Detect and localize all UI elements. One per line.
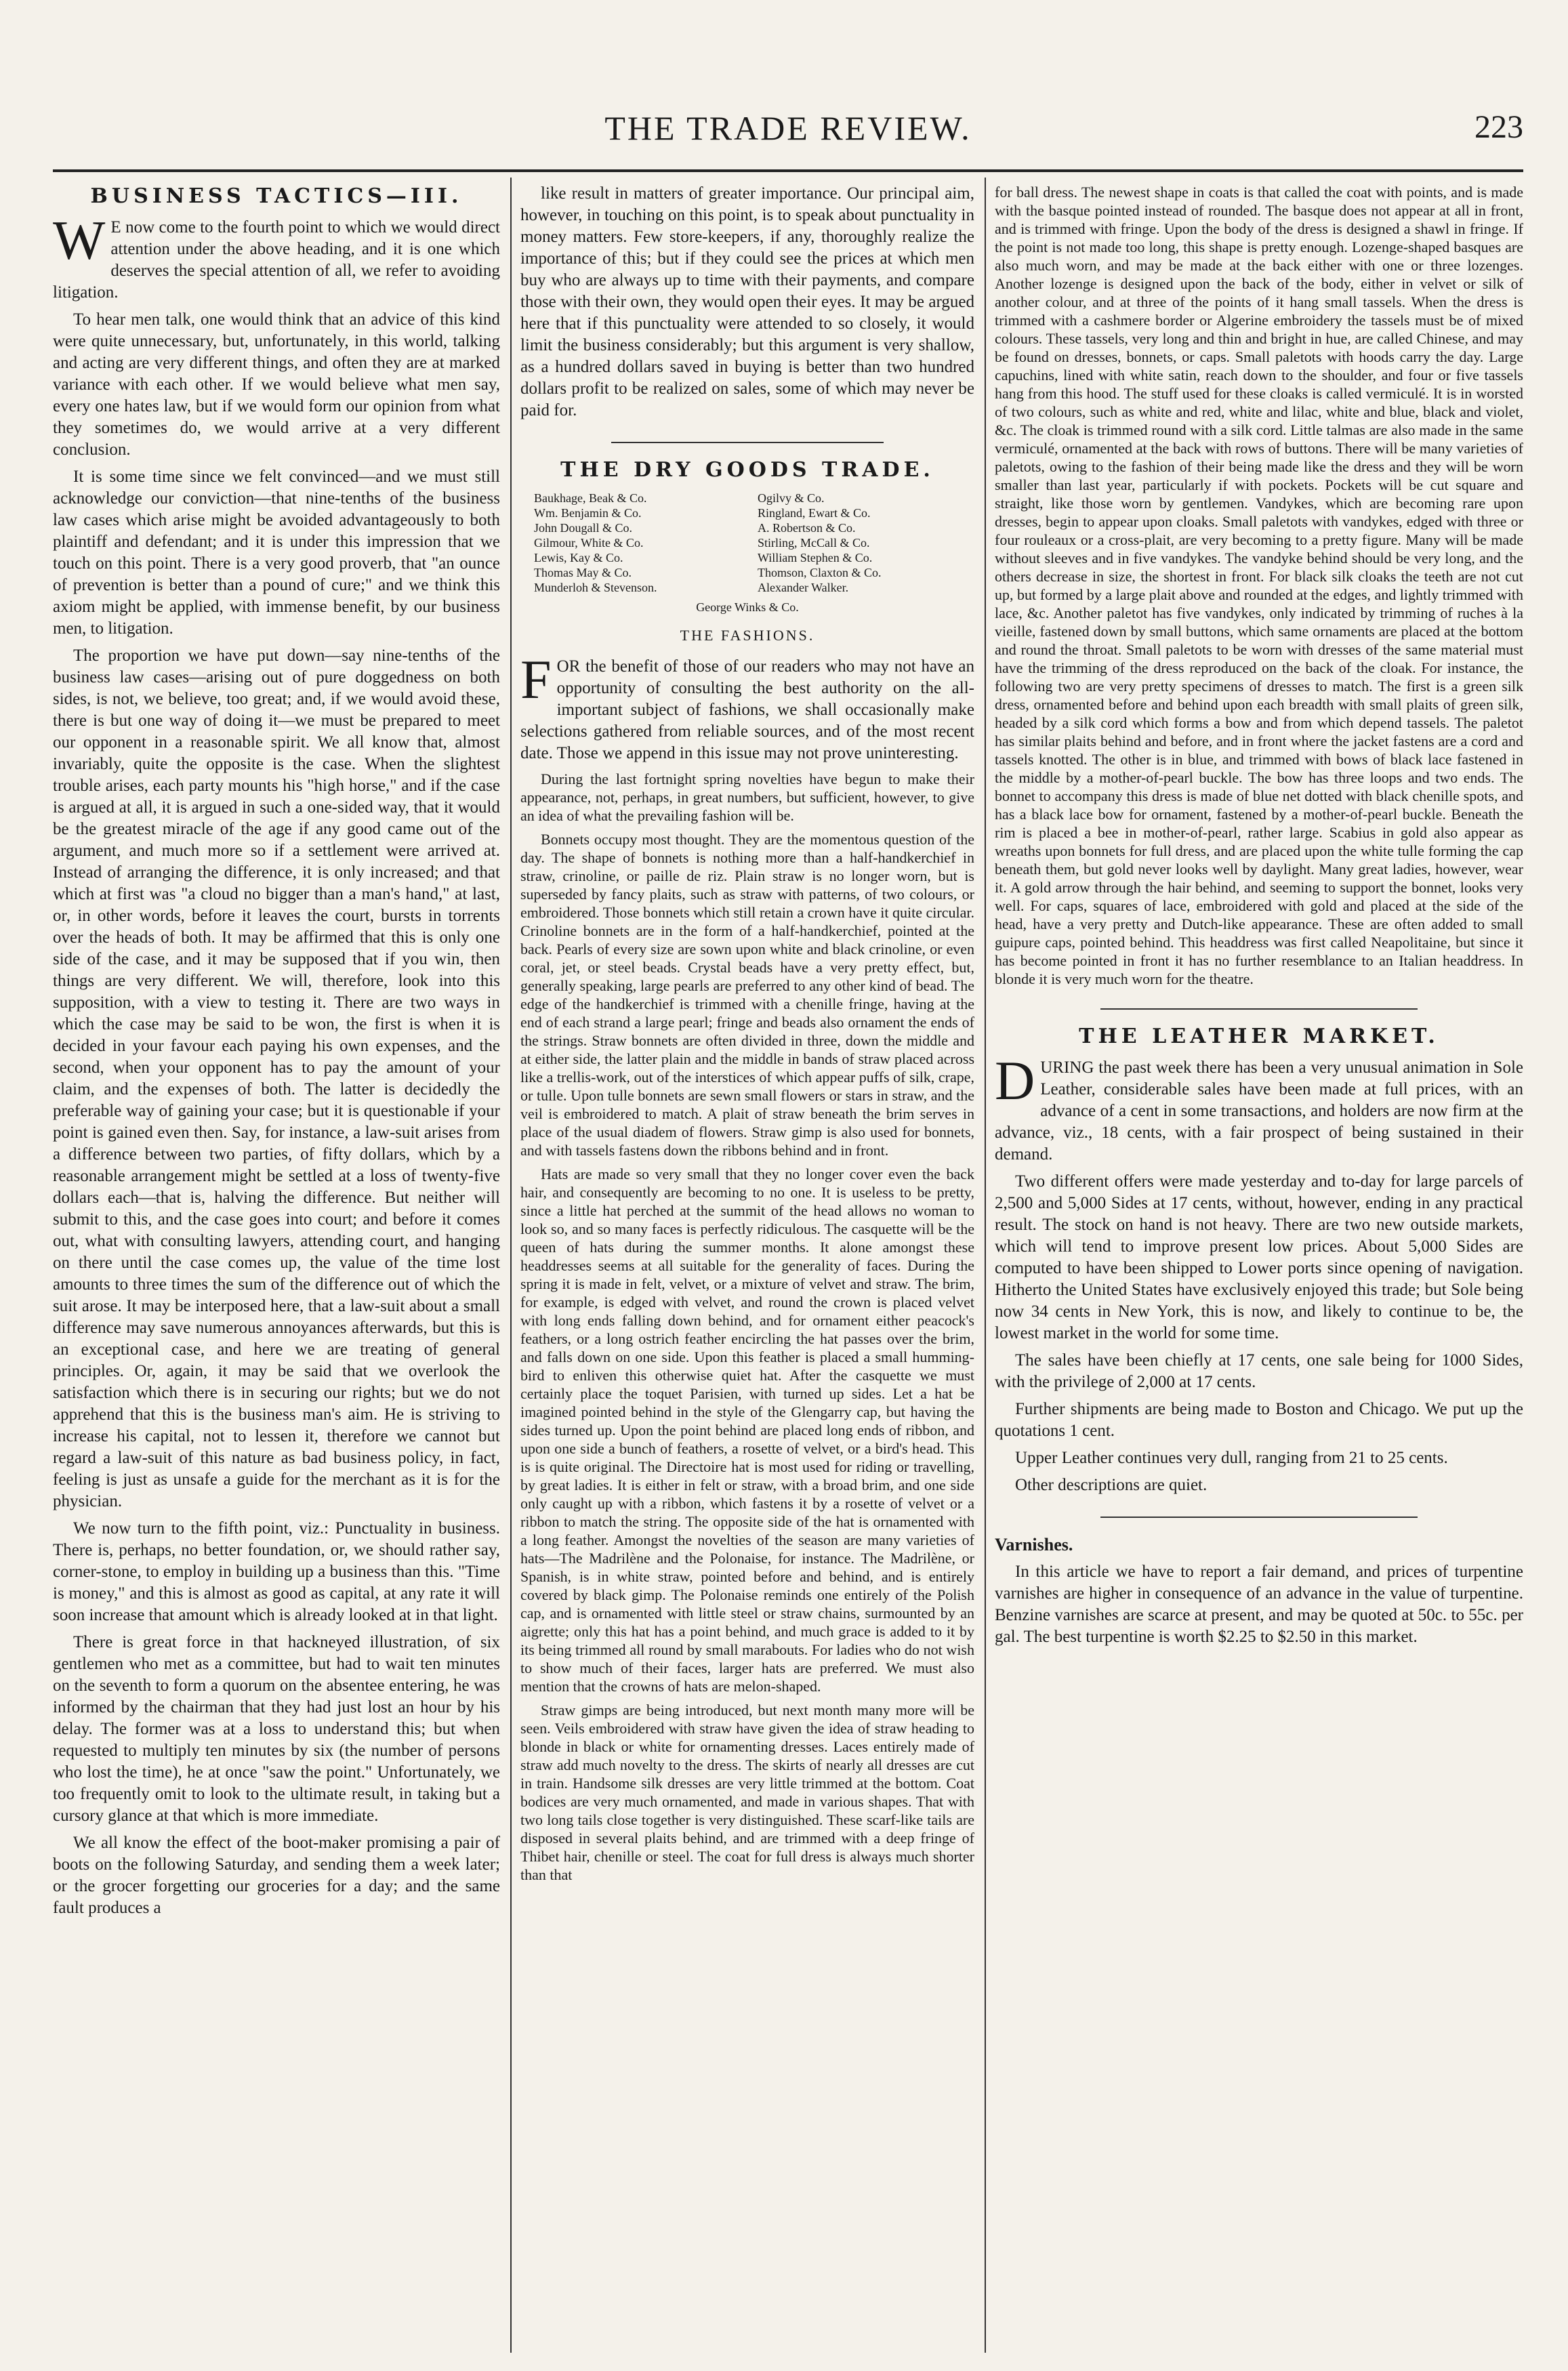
fashions-para-3: Bonnets occupy most thought. They are the momentous question of the day. The shape of bonnets is nothing more than a half-handkerchief in straw, crinoline, or paille de riz. Plain straw is no longer worn, but is superseded by fancy plaits, such as straw with patterns, of two colours, or embroidered. Those bonnets which still retain a crown have it quite circular. Crinoline bonnets are in the form of a half-handkerchief, pointed at the back. Pearls of every size are sown upon white and black crinoline, or even coral, jet, or steel beads. Crystal beads have a very pretty effect, but, generally speaking, large pearls are preferred to any other kind of bead. The edge of the handkerchief is trimmed with a chenille fringe, having at the end of each strand a large pearl; fringe and beads also ornament the ends of the strings. Straw bonnets are often divided in three, down the middle and at either side, the latter plain and the middle in bands of straw placed across like a trellis-work, out of the interstices of which appear puffs of silk, crape, or tulle. Upon tulle bonnets are sewn small flowers or stars in straw, and the veil is embroidered to match. A plait of straw beneath the brim serves in place of the usual diadem of flowers. Straw gimp is also used for bonnets, and with tassels fastens down the ribbons behind and in front.: [520, 831, 974, 1159]
firm-name: John Dougall & Co.: [534, 521, 633, 535]
firm-name: Wm. Benjamin & Co.: [534, 506, 642, 520]
business-tactics-para-3: It is some time since we felt convinced—and we must still acknowledge our conviction—that nine-tenths of the business law cases which arise might be avoided advantageously to both plaintiff and defendant; and it is under this impression that we touch on this point. There is a very good proverb, that "an ounce of prevention is better than a pound of cure;" and we think this axiom might be applied, with immense benefit, by our business men, to litigation.: [53, 468, 500, 638]
varnishes-heading: Varnishes.: [995, 1535, 1073, 1554]
firm-name: Thomson, Claxton & Co.: [758, 566, 882, 579]
page-header: [53, 102, 1523, 163]
firm-list: [534, 491, 961, 595]
section-divider: [1100, 1517, 1418, 1518]
firm-name: A. Robertson & Co.: [758, 521, 856, 535]
drop-cap: D: [995, 1050, 1035, 1111]
leather-para-2: Two different offers were made yesterday and to-day for large parcels of 2,500 and 5,000 Sides at 17 cents, without, however, ending in any practical result. The stock on hand is not heavy. There are two new outside markets, which will tend to improve present low prices. About 5,000 Sides are computed to have been shipped to Lower ports since opening of navigation. Hitherto the United States have exclusively enjoyed this trade; but Sole being now 34 cents in New York, this is now, and likely to continue to be, the lowest market in the world for some time.: [995, 1172, 1523, 1342]
drop-cap: W: [53, 209, 106, 271]
column-1: [53, 183, 500, 2351]
business-tactics-para-2: To hear men talk, one would think that an advice of this kind were quite unnecessary, but, unfortunately, in this world, talking and acting are very different things, and often they are at marked variance with each other. If we would believe what men say, every one hates law, but if we would form our opinion from what they sometimes do, we would arrive at a very different conclusion.: [53, 310, 500, 459]
fashions-subheading: THE FASHIONS.: [680, 627, 815, 644]
business-tactics-para-6: There is great force in that hackneyed illustration, of six gentlemen who met as a committee, but had to wait ten minutes on the seventh to form a quorum on the absentee entering, he was informed by the chairman that they had just lost an hour by his delay. The former was at a loss to understand this; but when requested to multiply ten minutes by six (the number of persons who lost the time), he at once "saw the point." Unfortunately, we too frequently omit to look to the ultimate result, in taking but a cursory glance at that which is more immediate.: [53, 1633, 500, 1825]
business-tactics-para-7: We all know the effect of the boot-maker promising a pair of boots on the following Saturday, and sending them a week later; or the grocer forgetting our groceries for a day; and the same fault produces a: [53, 1834, 500, 1917]
column-2: [520, 183, 974, 2351]
firm-name: Stirling, McCall & Co.: [758, 536, 870, 550]
leather-para-6: Other descriptions are quiet.: [1015, 1476, 1208, 1494]
fashions-para-1: [520, 648, 974, 764]
para-text: OR the benefit of those of our readers who may not have an opportunity of consulting the best authority on the all-important subject of fashions, we shall occasionally make selections gathered from reliable sources, and of the most recent date. Those we append in this issue may not prove uninteresting.: [520, 657, 974, 762]
column-rule-1: [510, 178, 512, 2353]
leather-para-1: [995, 1050, 1523, 1166]
business-tactics-para-5: We now turn to the fifth point, viz.: Punctuality in business. There is, perhaps, no better foundation, or, we should rather say, corner-stone, to employ in building up a business than this. "Time is money," and this is almost as good as capital, at any rate it will soon increase that amount which is already looked at in that light.: [53, 1519, 500, 1624]
fashions-continued: for ball dress. The newest shape in coats is that called the coat with points, and is made with the basque pointed instead of rounded. The basque does not appear at all in front, and is trimmed with fringe. Upon the body of the dress is designed a shawl in fringe. If the point is not made too long, this shape is pretty enough. Lozenge-shaped basques are also much worn, and may be made at the back either with one or three lozenges. Another lozenge is designed upon the back of the body, either in velvet or silk of another colour, and at three of the points of it hang small tassels. When the dress is trimmed with a cashmere border or Algerine embroidery the tassels must be of mixed colours. These tassels, very long and thin and bright in hue, are called Chinese, and may be found on dresses, bonnets, or caps. Small paletots with hoods carry the day. Large capuchins, lined with white satin, reach down to the shoulder, and four or five tassels hang from this hood. The stuff used for these cloaks is called vermiculé. It is in worsted of two colours, such as white and red, white and lilac, white and blue, black and violet, &c. The cloak is trimmed round with a silk cord. Little talmas are also made in the same vermiculé, ornamented at the back with rows of buttons. There will be many varieties of paletots, owing to the fashion of their being made like the dress and they will be worn smaller than last year, particularly if with pockets. Pockets will be cut square and straight, like those worn by gentlemen. Vandykes, which are becoming rare upon dresses, begin to appear upon cloaks. Small paletots with vandykes, edged with three or four rouleaux or a cross-plait, are very becoming to a pretty figure. Many will be made without sleeves and in five vandykes. The vandyke behind should be very long, and the others decrease in size, the shortest in front. For black silk cloaks the teeth are not cut up, but formed by a large plait above and rounded at the edges, and lightly trimmed with lace, &c. Another paletot has five vandykes, only indicated by trimming of ruches à la vieille, fastened down by small buttons, which same ornaments are placed at the bottom and round the throat. Small paletots to be worn with dresses of the same material must have the trimming of the dress reproduced on the back of the cloak. For instance, the following two are very pretty specimens of dresses to match. The first is a green silk dress, ornamented before and behind upon each breadth with small plaits of green silk, headed by a silk cord which forms a bow and from which depend tassels. The paletot has similar plaits behind and before, and in front where the jacket fastens are a cord and tassels knotted. The other is in blue, and trimmed with bows of black lace fastened in the middle by a mother-of-pearl buckle. The bow has three loops and two ends. The bonnet to accompany this dress is made of blue net dotted with black chenille spots, and has a black lace bow for ornament, fastened by a mother-of-pearl buckle. Beneath the rim is placed a bee in mother-of-pearl, rather large. Scabius in gold also appear as wreaths upon bonnets for full dress, and are placed upon the white tulle forming the cap beneath them, but gold never looks well by daylight. Many great ladies, however, wear it. A gold arrow through the hair behind, and seeming to support the bonnet, looks very well. For caps, squares of lace, embroidered with gold and placed at the side of the head, have a very pretty and Dutch-like appearance. These are often added to small guipure caps, pointed behind. This headdress was first called Neapolitaine, but since it has become pointed in front it has no further resemblance to an Italian headdress. In blonde it is very much worn for the theatre.: [995, 184, 1523, 987]
leather-para-5: Upper Leather continues very dull, ranging from 21 to 25 cents.: [1015, 1449, 1448, 1467]
firm-name: Alexander Walker.: [758, 581, 849, 594]
header-rule: [53, 169, 1523, 172]
leather-para-4: Further shipments are being made to Boston and Chicago. We put up the quotations 1 cent.: [995, 1400, 1523, 1440]
para-text: E now come to the fourth point to which we would direct attention under the above heading, and it is one which deserves the special attention of all, we refer to avoiding litigation.: [53, 218, 500, 302]
firm-name: Gilmour, White & Co.: [534, 536, 644, 550]
section-divider: [611, 442, 884, 443]
firm-name-last: George Winks & Co.: [696, 600, 799, 614]
business-tactics-para-1: [53, 209, 500, 304]
firm-name: Munderloh & Stevenson.: [534, 581, 657, 594]
firm-name: Ringland, Ewart & Co.: [758, 506, 871, 520]
page-number: 223: [1474, 109, 1523, 145]
column-3: [995, 183, 1523, 2351]
drop-cap: F: [520, 648, 552, 710]
fashions-para-2: During the last fortnight spring novelties have begun to make their appearance, not, perhaps, in great numbers, but sufficient, however, to give an idea of what the prevailing fashion will be.: [520, 770, 974, 824]
firm-name: Thomas May & Co.: [534, 566, 632, 579]
fashions-para-5: Straw gimps are being introduced, but next month many more will be seen. Veils embroidered with straw have given the idea of straw heading to blonde in black or white for ornamenting dresses. Laces entirely made of straw add much novelty to the dress. The skirts of nearly all dresses are cut in train. Handsome silk dresses are very little trimmed at the bottom. Coat bodices are very much ornamented, and made in various shapes. That with two long tails close together is very distinguished. These scarf-like tails are disposed in several plaits behind, and are trimmed with a deep fringe of Thibet hair, chenille or steel. The coat for full dress is always much shorter than that: [520, 1702, 974, 1883]
business-tactics-continued: like result in matters of greater importance. Our principal aim, however, in touching on this point, is to speak about punctuality in money matters. Few store-keepers, if any, thoroughly realize the importance of this; but if they could see the prices at which men buy who are always up to time with their payments, and compare those with their own, they would open their eyes. It may be argued here that if this punctuality were attended to so closely, it would limit the business considerably; but this argument is very shallow, as a hundred dollars saved in buying is better than two hundred dollars profit to be realized on sales, some of which may never be paid for.: [520, 184, 974, 419]
firm-name: Lewis, Kay & Co.: [534, 551, 623, 564]
varnishes-para-1: In this article we have to report a fair demand, and prices of turpentine varnishes are higher in consequence of an advance in the value of turpentine. Benzine varnishes are scarce at present, and may be quoted at 50c. to 55c. per gal. The best turpentine is worth $2.25 to $2.50 in this market.: [995, 1563, 1523, 1646]
fashions-para-4: Hats are made so very small that they no longer cover even the back hair, and consequently are becoming to no one. It is useless to be pretty, since a little hat perched at the summit of the head allows no woman to look so, and so many faces is perfectly ridiculous. The casquette will be the queen of hats during the summer months. It alone amongst these headdresses seems at all suitable for the generality of faces. During the spring it is made in felt, velvet, or a mixture of velvet and straw. The brim, for example, is edged with velvet, and round the crown is placed velvet with long ends falling down behind, and for ornament either peacock's feathers, or a long ostrich feather encircling the hat passes over the brim, and falls down on one side. Upon this feather is placed a small humming-bird to enliven this otherwise quiet hat. After the casquette we must certainly place the toquet Parisien, with turned up sides. Let a hat be imagined pointed behind in the style of the Glengarry cap, but having the sides turned up. Upon the point behind are placed long ends of ribbon, and upon one side a bunch of feathers, a rosette of velvet, or a bird's head. This is is quite original. The Directoire hat is most used for riding or travelling, by great ladies. It is either in felt or straw, with a broad brim, and one side only caught up with a ribbon, which fastens it by a rosette of velvet or a ribbon to match the string. The opposite side of the hat is ornamented with a long feather. Amongst the novelties of the season are many varieties of hats—The Madrilène and the Polonaise, for instance. The Madrilène, or Spanish, is in white straw, pointed before and behind, and is entirely covered by black gimp. The Polonaise reminds one entirely of the Polish cap, and is ornamented with little steel or straw chains, surmounted by an aigrette; only this hat has a point behind, and much grace is added to it by its being trimmed all round by small marabouts. For ladies who do not wish to show much of their faces, larger hats are preferred. We must also mention that the crowns of hats are melon-shaped.: [520, 1166, 974, 1695]
firm-name: Baukhage, Beak & Co.: [534, 491, 647, 505]
leather-market-heading: THE LEATHER MARKET.: [1079, 1025, 1439, 1048]
leather-para-3: The sales have been chiefly at 17 cents, one sale being for 1000 Sides, with the privilege of 2,000 at 17 cents.: [995, 1351, 1523, 1391]
para-text: URING the past week there has been a very unusual animation in Sole Leather, considerable sales have been made at full prices, with an advance of a cent in some transactions, and holders are now firm at the advance, viz., 18 cents, with a fair prospect of being sustained in their demand.: [995, 1058, 1523, 1163]
column-rule-2: [985, 178, 986, 2353]
section-divider: [1100, 1008, 1418, 1010]
business-tactics-heading: BUSINESS TACTICS—III.: [90, 184, 463, 208]
dry-goods-heading: THE DRY GOODS TRADE.: [560, 458, 934, 482]
business-tactics-para-4: The proportion we have put down—say nine-tenths of the business law cases—arising out of pure doggedness on both sides, is not, we believe, too great; and, if we would avoid these, there is but one way of doing it—we must be prepared to meet our opponent in a reasonable spirit. We all know that, almost invariably, quite the opposite is the case. When the slightest trouble arises, each party mounts his "high horse," and if the case is argued at all, it is argued in such a one-sided way, that it would be the greatest miracle of the age if any good came out of the argument, and much more so if a settlement were arrived at. Instead of arranging the difference, it is only increased; and that which at first was "a cloud no bigger than a man's hand," at last, or, in other words, before it leaves the court, bursts in torrents over the heads of both. It may be affirmed that this is only one side of the case, and it may be supposed that if you win, then things are very different. We will, therefore, look into this supposition, with a view to testing it. There are two ways in which the case may be said to be won, the first is when it is decided in your favour each paying his own expenses, and the second, when your opponent has to pay the amount of your claim, and the expenses of both. The latter is decidedly the preferable way of gaining your case; but it is questionable if your point is gained even then. Say, for instance, a law-suit arises from a difference between two parties, of fifty dollars, which by a reasonable arrangement might be settled at a loss of twenty-five dollars each—that is, halving the difference. But neither will submit to this, and the case goes into court; and before it comes out, what with consulting lawyers, attending court, and hanging on there until the case comes up, the value of the time lost amounts to three times the sum of the difference out of which the suit arose. It may be interposed here, that a law-suit about a small difference may save numerous annoyances afterwards, but this is an exceptional case, and here we are treating of general principles. Or, again, it may be said that we overlook the satisfaction which there is in securing our rights; but we do not apprehend that this is the business man's aim. He is striving to increase his capital, not to lessen it, therefore we cannot but regard a law-suit of this nature as bad business policy, in fact, feeling is just as unsafe a guide for the merchant as it is for the physician.: [53, 646, 500, 1510]
firm-name: Ogilvy & Co.: [758, 491, 825, 505]
firm-name: William Stephen & Co.: [758, 551, 873, 564]
masthead: THE TRADE REVIEW.: [604, 109, 972, 147]
